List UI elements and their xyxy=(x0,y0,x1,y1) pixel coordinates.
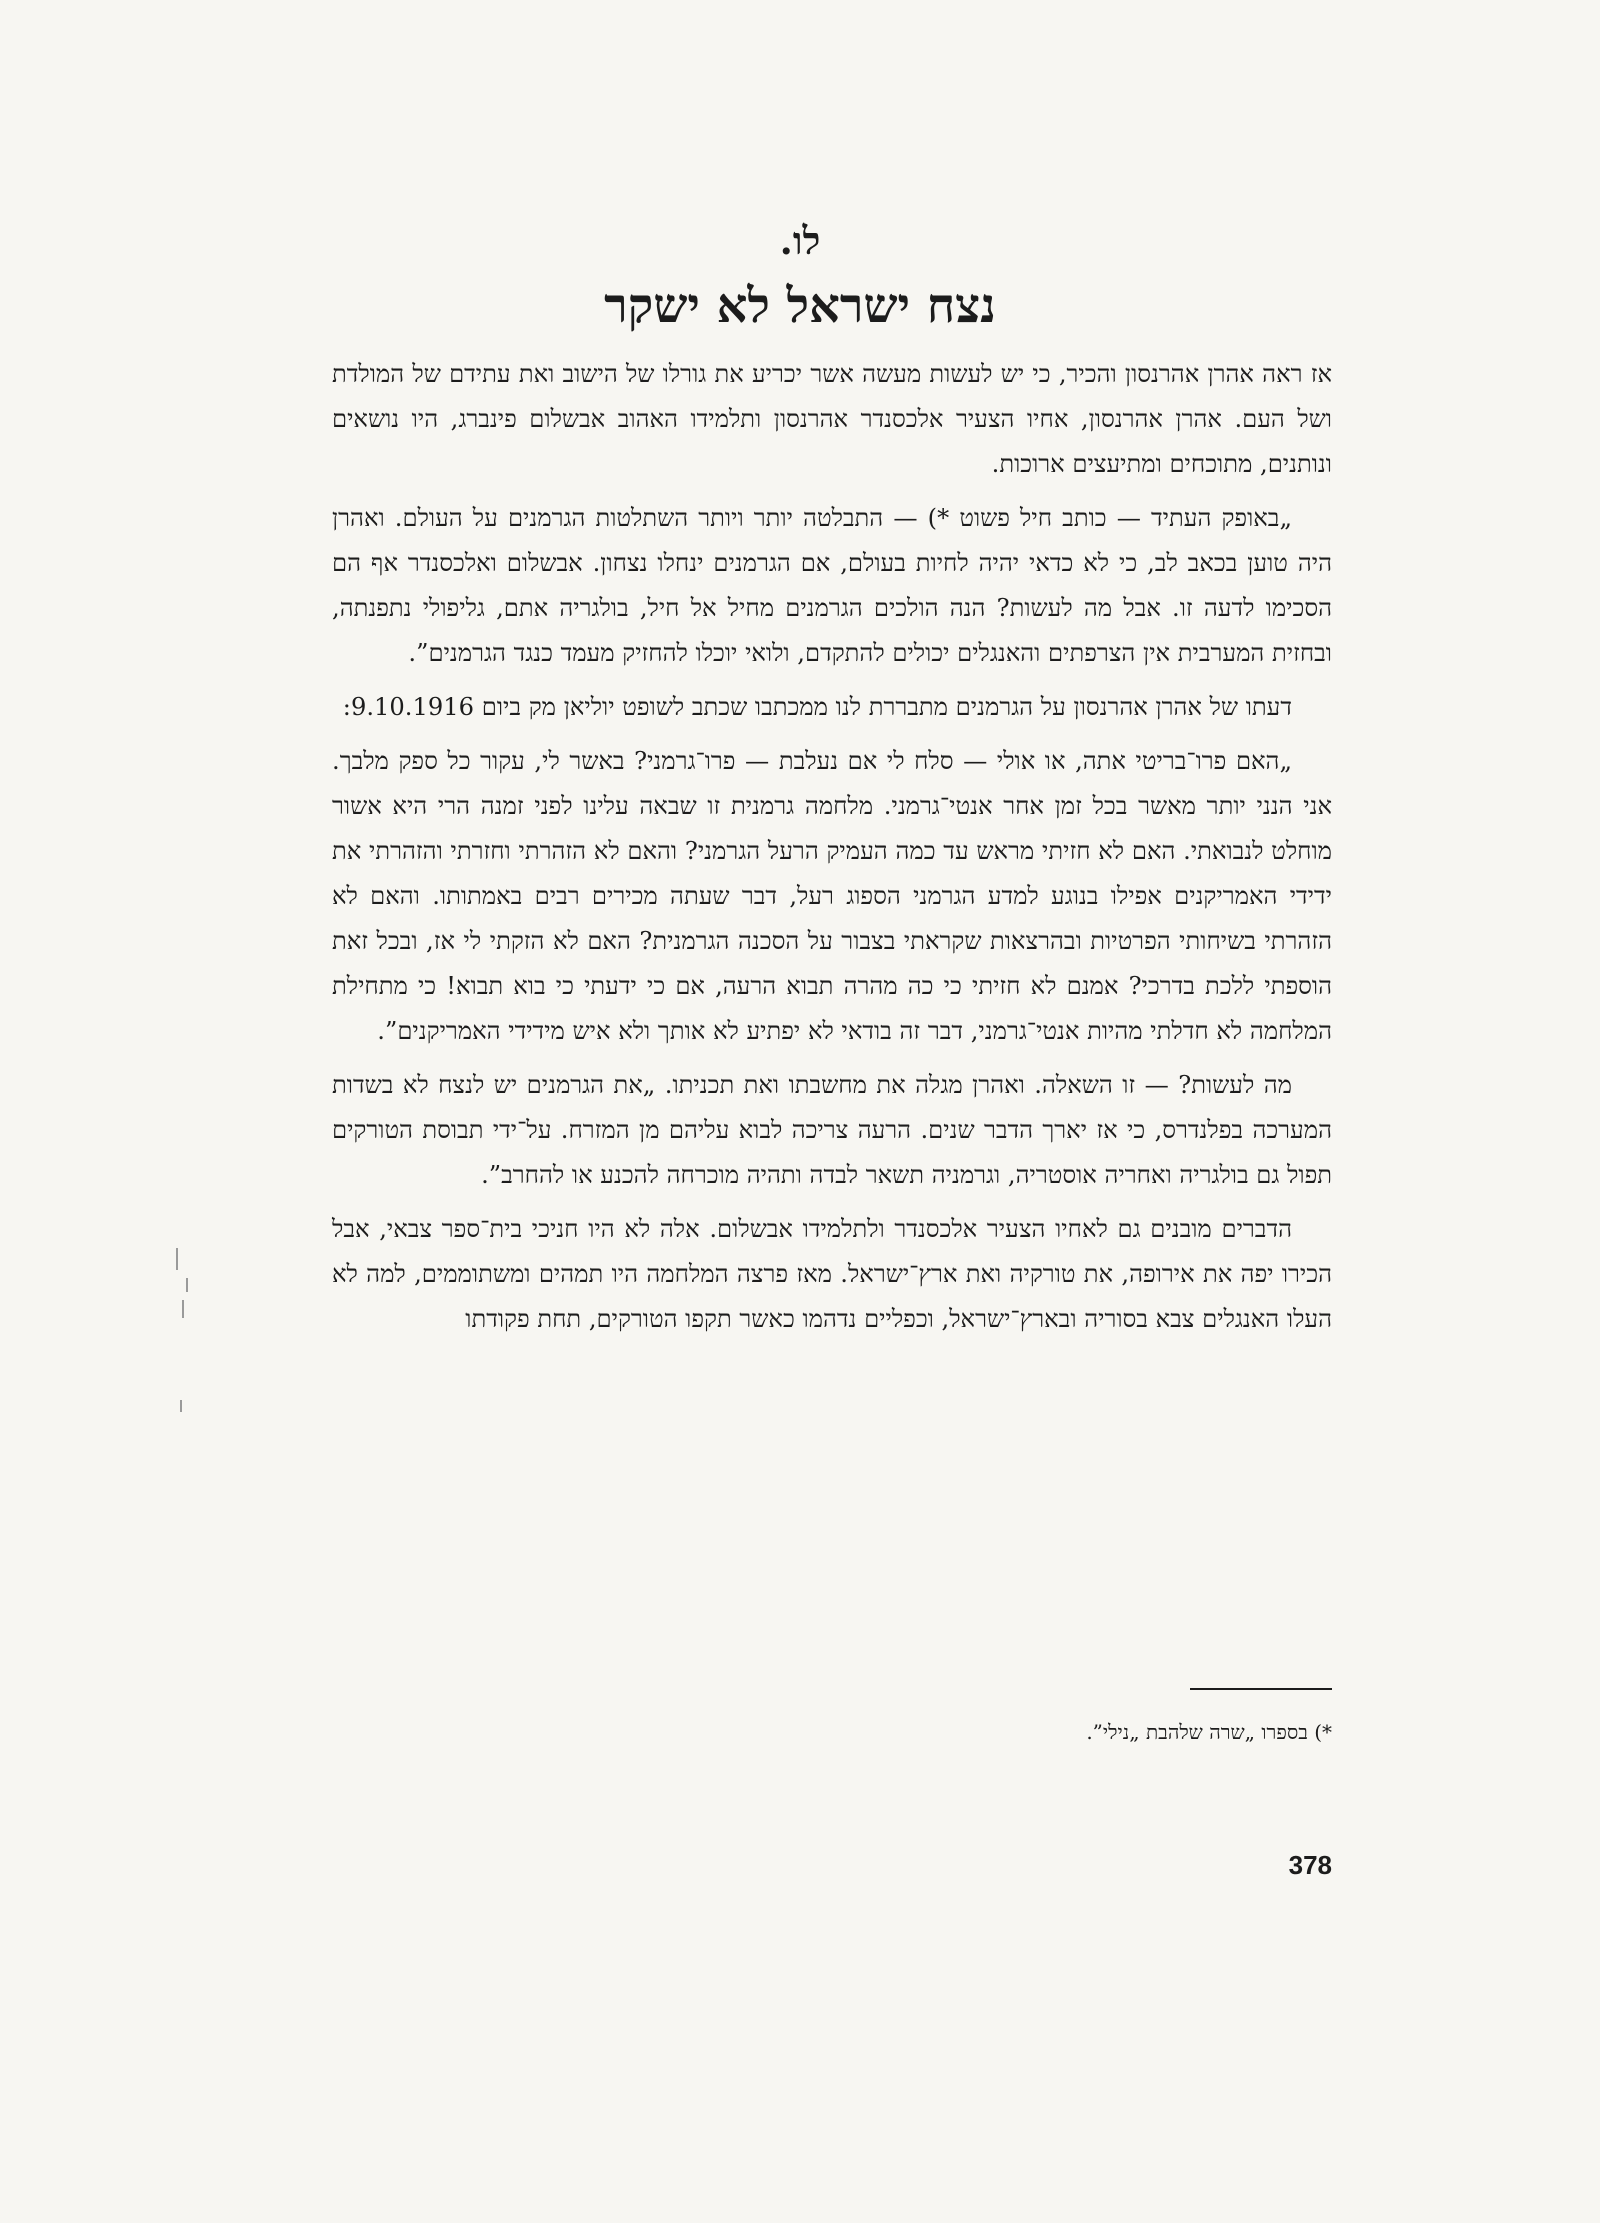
paragraph: „האם פרו־בריטי אתה, או אולי — סלח לי אם נעלבת — פרו־גרמני? באשר לי, עקור כל ספק מלבך. אני הנני יותר מאשר בכל זמן אחר אנטי־גרמני. מלחמה גרמנית זו שבאה עלינו לפני זמנה הרי היא אשור מוחלט לנבואתי. האם לא חזיתי מראש עד כמה העמיק הרעל הגרמני? והאם לא הזהרתי וחזרתי והזהרתי את ידידי האמריקנים אפילו בנוגע למדע הגרמני הספוג רעל, דבר שעתה מכירים רבים באמתותו. והאם לא הזהרתי בשיחותי הפרטיות ובהרצאות שקראתי בצבור על הסכנה הגרמנית? האם לא הזקתי לי אז, ובכל זאת הוספתי ללכת בדרכי? אמנם לא חזיתי כי כה מהרה תבוא הרעה, אם כי ידעתי כי בוא תבוא! כי מתחילת המלחמה לא חדלתי מהיות אנטי־גרמני, דבר זה בודאי לא יפתיע לא אותך ולא איש מידידי האמריקנים”. xyxy=(332,747,1332,1045)
scan-mark xyxy=(180,1400,182,1412)
paragraph: אז ראה אהרן אהרנסון והכיר, כי יש לעשות מעשה אשר יכריע את גורלו של הישוב ואת עתידם של המולדת ושל העם. אהרן אהרנסון, אחיו הצעיר אלכסנדר אהרנסון ותלמידו האהוב אבשלום פינברג, היו נושאים ונותנים, מתוכחים ומתיעצים ארוכות. xyxy=(332,360,1332,478)
scan-mark xyxy=(176,1248,178,1270)
body-text xyxy=(332,352,1332,1351)
paragraph: מה לעשות? — זו השאלה. ואהרן מגלה את מחשבתו ואת תכניתו. „את הגרמנים יש לנצח לא בשדות המערכה בפלנדרס, כי אז יארך הדבר שנים. הרעה צריכה לבוא עליהם מן המזרח. על־ידי תבוסת הטורקים תפול גם בולגריה ואחריה אוסטריה, וגרמניה תשאר לבדה ותהיה מוכרחה להכנע או להחרב”. xyxy=(332,1071,1332,1189)
scan-mark xyxy=(182,1300,184,1318)
footnote: *) בספרו „שרה שלהבת „נילי”. xyxy=(1086,1720,1332,1744)
page-number: 378 xyxy=(1288,1850,1332,1880)
footnote-divider xyxy=(1190,1688,1332,1690)
chapter-title: נצח ישראל לא ישקר xyxy=(604,278,996,334)
chapter-number: לו. xyxy=(779,218,821,263)
paragraph: „באופק העתיד — כותב חיל פשוט *) — התבלטה יותר ויותר השתלטות הגרמנים על העולם. ואהרן היה טוען בכאב לב, כי לא כדאי יהיה לחיות בעולם, אם הגרמנים ינחלו נצחון. אבשלום ואלכסנדר אף הם הסכימו לדעה זו. אבל מה לעשות? הנה הולכים הגרמנים מחיל אל חיל, בולגריה אתם, גליפולי נתפנתה, ובחזית המערבית אין הצרפתים והאנגלים יכולים להתקדם, ולואי יוכלו להחזיק מעמד כנגד הגרמנים”. xyxy=(332,504,1332,667)
paragraph: דעתו של אהרן אהרנסון על הגרמנים מתבררת לנו ממכתבו שכתב לשופט יוליאן מק ביום 9.10.1916: xyxy=(342,693,1292,721)
paragraph: הדברים מובנים גם לאחיו הצעיר אלכסנדר ולתלמידו אבשלום. אלה לא היו חניכי בית־ספר צבאי, אבל הכירו יפה את אירופה, את טורקיה ואת ארץ־ישראל. מאז פרצה המלחמה היו תמהים ומשתוממים, למה לא העלו האנגלים צבא בסוריה ובארץ־ישראל, וכפליים נדהמו כאשר תקפו הטורקים, תחת פקודתו xyxy=(332,1215,1332,1333)
scan-mark xyxy=(186,1278,188,1292)
